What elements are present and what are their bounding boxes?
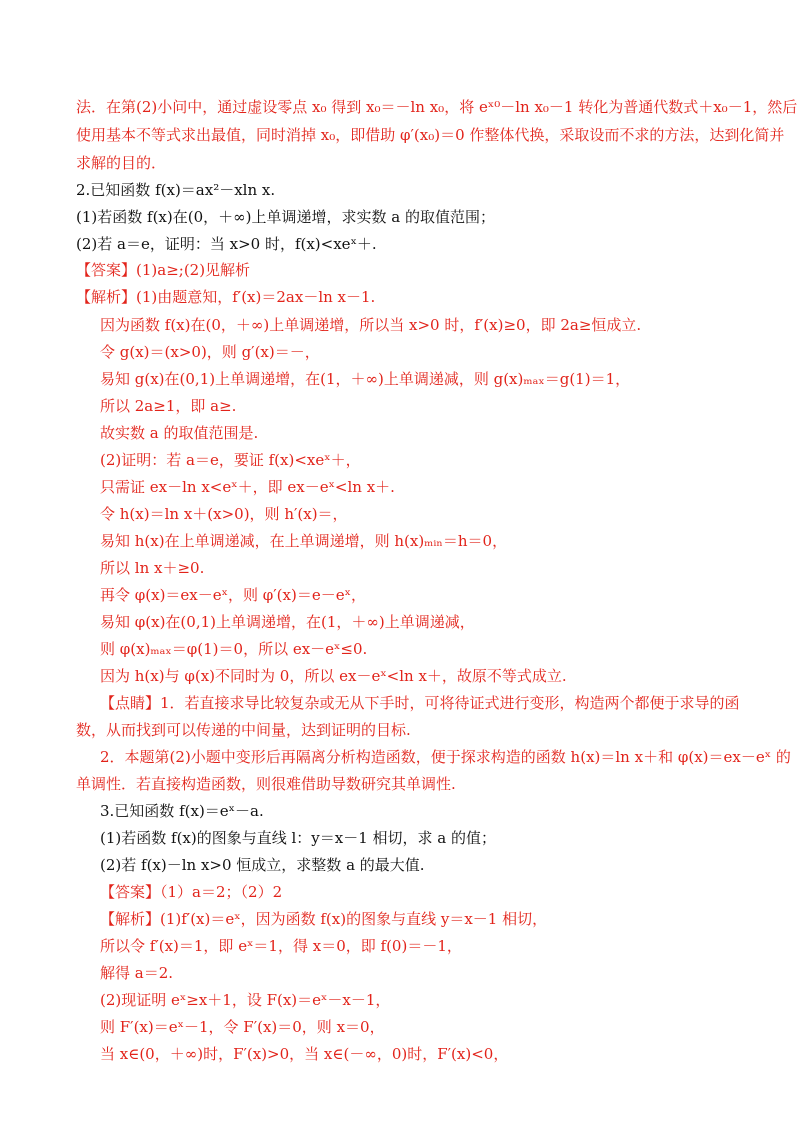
text-line: 因为函数 f(x)在(0，＋∞)上单调递增，所以当 x>0 时，f′(x)≥0，即 2a≥恒成立.	[100, 316, 642, 334]
problem-title: 3.已知函数 f(x)＝eˣ－a.	[100, 802, 264, 820]
problem-title: 2.已知函数 f(x)＝ax²－xln x.	[76, 181, 276, 199]
problem-part: (2)若 f(x)－ln x>0 恒成立，求整数 a 的最大值.	[100, 856, 425, 874]
text-line: 易知 φ(x)在(0,1)上单调递增，在(1，＋∞)上单调递减，	[100, 613, 475, 631]
text-line: 数，从而找到可以传递的中间量，达到证明的目标.	[76, 721, 411, 739]
text-line: 因为 h(x)与 φ(x)不同时为 0，所以 ex－eˣ<ln x＋，故原不等式成立.	[100, 667, 567, 685]
text-line: 易知 h(x)在上单调递减，在上单调递增，则 h(x)ₘᵢₙ＝h＝0，	[100, 532, 508, 550]
tip-line: 【点睛】1．若直接求导比较复杂或无从下手时，可将待证式进行变形，构造两个都便于求导的函	[100, 694, 740, 712]
text-line: 法．在第(2)小问中，通过虚设零点 x₀ 得到 x₀＝－ln x₀，将 eˣ⁰－ln x₀－1 转化为普通代数式＋x₀－1，然后	[76, 98, 798, 116]
text-line: 2．本题第(2)小题中变形后再隔离分析构造函数，便于探求构造的函数 h(x)＝ln x＋和 φ(x)＝ex－eˣ 的	[100, 748, 791, 766]
text-line: 所以令 f′(x)＝1，即 eˣ＝1，得 x＝0，即 f(0)＝－1，	[100, 937, 462, 955]
text-line: 易知 g(x)在(0,1)上单调递增，在(1，＋∞)上单调递减，则 g(x)ₘₐₓ＝g(1)＝1，	[100, 370, 631, 388]
problem-part: (1)若函数 f(x)在(0，＋∞)上单调递增，求实数 a 的取值范围；	[76, 208, 495, 226]
answer-line: 【答案】（1）a＝2；（2）2	[100, 883, 283, 901]
text-line: 单调性．若直接构造函数，则很难借助导数研究其单调性.	[76, 775, 456, 793]
text-line: 所以 ln x＋≥0.	[100, 559, 205, 577]
analysis-line: 【解析】(1)f′(x)＝eˣ，因为函数 f(x)的图象与直线 y＝x－1 相切，	[100, 910, 548, 928]
text-line: 解得 a＝2.	[100, 964, 174, 982]
text-line: 只需证 ex－ln x<eˣ＋，即 ex－eˣ<ln x＋.	[100, 478, 395, 496]
text-line: 则 φ(x)ₘₐₓ＝φ(1)＝0，所以 ex－eˣ≤0.	[100, 640, 368, 658]
problem-part: (2)若 a＝e，证明：当 x>0 时，f(x)<xeˣ＋.	[76, 235, 377, 253]
text-line: 令 g(x)＝(x>0)，则 g′(x)＝－，	[100, 343, 320, 361]
text-line: 故实数 a 的取值范围是.	[100, 424, 259, 442]
text-line: 则 F′(x)＝eˣ－1，令 F′(x)＝0，则 x＝0，	[100, 1018, 385, 1036]
text-line: 所以 2a≥1，即 a≥.	[100, 397, 237, 415]
text-line: 令 h(x)＝ln x＋(x>0)，则 h′(x)＝，	[100, 505, 348, 523]
problem-part: (1)若函数 f(x)的图象与直线 l：y＝x－1 相切，求 a 的值；	[100, 829, 497, 847]
text-line: 求解的目的．	[76, 154, 167, 172]
text-line: 当 x∈(0，＋∞)时，F′(x)>0，当 x∈(－∞，0)时，F′(x)<0，	[100, 1045, 509, 1063]
text-line: 再令 φ(x)＝ex－eˣ，则 φ′(x)＝e－eˣ，	[100, 586, 366, 604]
text-line: (2)现证明 eˣ≥x＋1，设 F(x)＝eˣ－x－1，	[100, 991, 391, 1009]
answer-line: 【答案】(1)a≥;(2)见解析	[76, 261, 251, 279]
text-line: (2)证明：若 a＝e，要证 f(x)<xeˣ＋，	[100, 451, 361, 469]
text-line: 使用基本不等式求出最值，同时消掉 x₀，即借助 φ′(x₀)＝0 作整体代换，采取设而不求的方法，达到化简并	[76, 126, 785, 144]
analysis-line: 【解析】(1)由题意知，f′(x)＝2ax－ln x－1.	[76, 288, 376, 306]
